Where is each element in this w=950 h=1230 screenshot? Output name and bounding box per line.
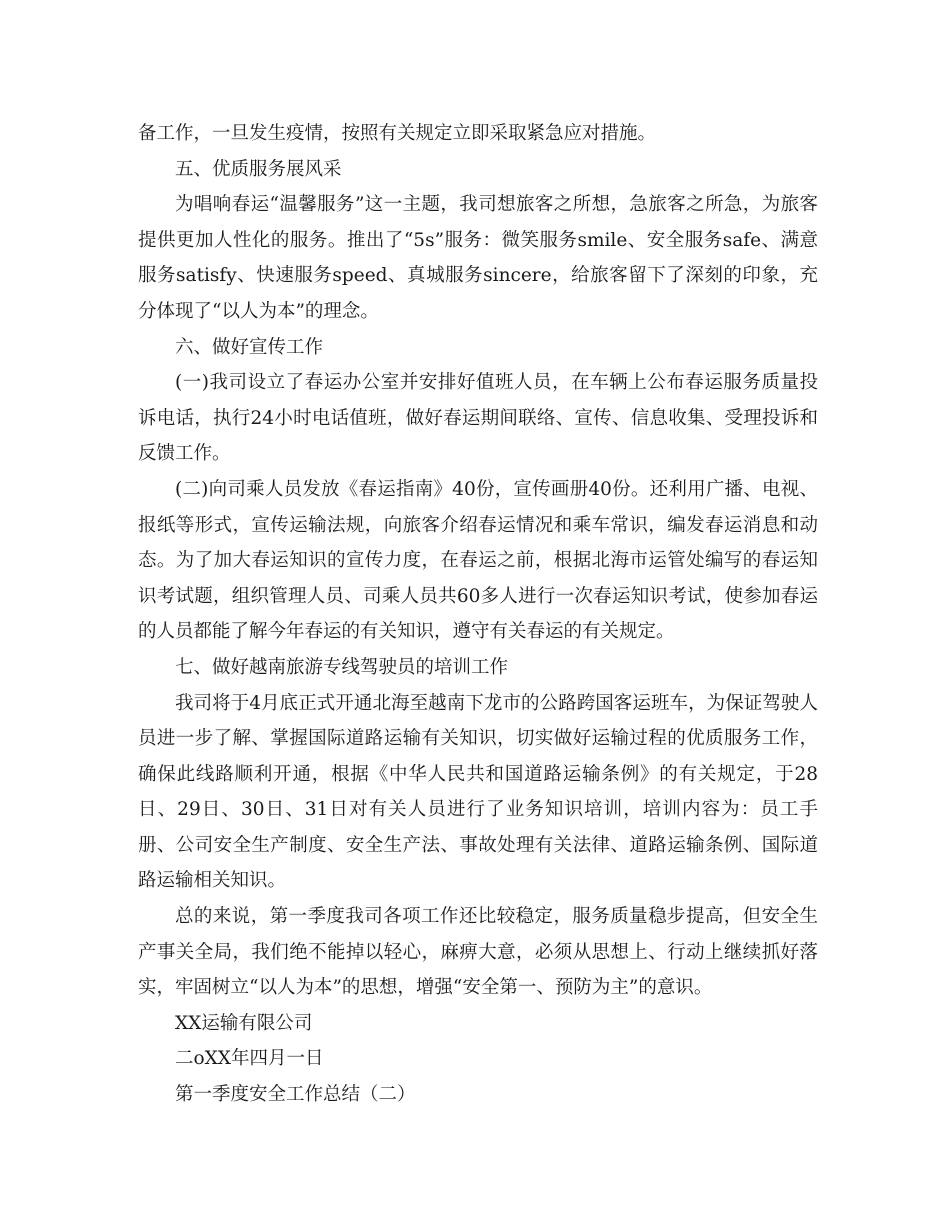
document-body [138,116,818,1113]
section-heading-6: 六、做好宣传工作 [175,336,324,358]
paragraph-publicity-1: (一)我司设立了春运办公室并安排好值班人员，在车辆上公布春运服务质量投诉电话，执行24小时电话值班，做好春运期间联络、宣传、信息收集、受理投诉和反馈工作。 [138,372,818,465]
section-heading-7: 七、做好越南旅游专线驾驶员的培训工作 [175,656,509,678]
paragraph-quality-service: 为唱响春运“温馨服务”这一主题，我司想旅客之所想，急旅客之所急，为旅客提供更加人性化的服务。推出了“5s”服务：微笑服务smile、安全服务safe、满意服务satisfy、快速服务speed、真城服务sincere，给旅客留下了深刻的印象，充分体现了“以人为本”的理念。 [138,194,818,322]
paragraph-continuation: 备工作，一旦发生疫情，按照有关规定立即采取紧急应对措施。 [138,123,657,144]
next-document-title: 第一季度安全工作总结（二） [175,1084,416,1106]
section-heading-5: 五、优质服务展风采 [175,158,342,180]
paragraph-summary: 总的来说，第一季度我司各项工作还比较稳定，服务质量稳步提高，但安全生产事关全局，我们绝不能掉以轻心，麻痹大意，必须从思想上、行动上继续抓好落实，牢固树立“以人为本”的思想，增强“安全第一、预防为主”的意识。 [138,906,818,999]
paragraph-publicity-2: (二)向司乘人员发放《春运指南》40份，宣传画册40份。还利用广播、电视、报纸等形式，宣传运输法规，向旅客介绍春运情况和乘车常识，编发春运消息和动态。为了加大春运知识的宣传力度，在春运之前，根据北海市运管处编写的春运知识考试题，组织管理人员、司乘人员共60多人进行一次春运知识考试，使参加春运的人员都能了解今年春运的有关知识，遵守有关春运的有关规定。 [138,478,818,643]
signature-company: XX运输有限公司 [175,1012,313,1034]
paragraph-driver-training: 我司将于4月底正式开通北海至越南下龙市的公路跨国客运班车，为保证驾驶人员进一步了解、掌握国际道路运输有关知识，切实做好运输过程的优质服务工作，确保此线路顺利开通，根据《中华人民共和国道路运输条例》的有关规定，于28日、29日、30日、31日对有关人员进行了业务知识培训，培训内容为：员工手册、公司安全生产制度、安全生产法、事故处理有关法律、道路运输条例、国际道路运输相关知识。 [138,692,818,892]
signature-date: 二oXX年四月一日 [175,1048,324,1070]
